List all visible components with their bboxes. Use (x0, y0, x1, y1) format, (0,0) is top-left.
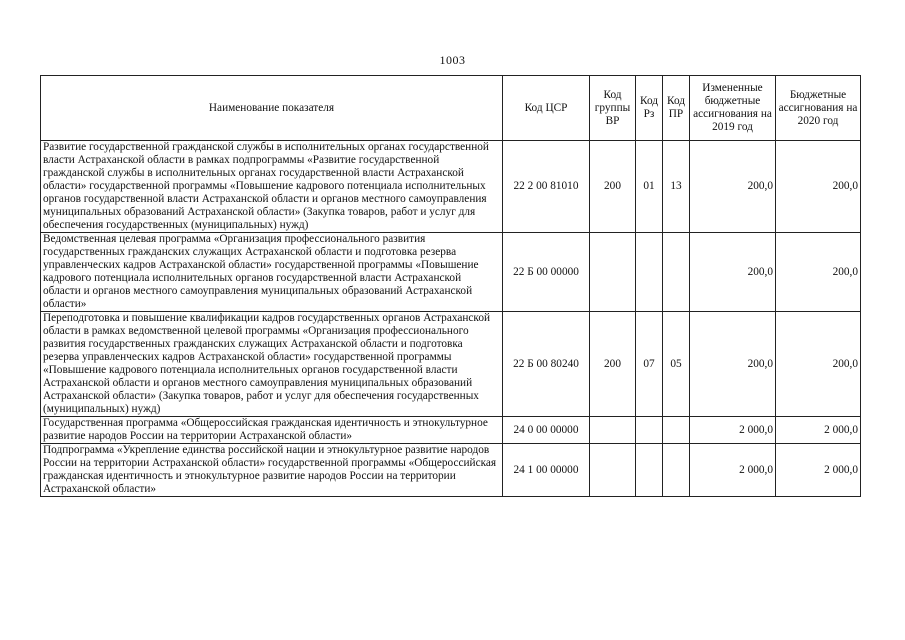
row-pr (663, 417, 690, 444)
row-csr: 24 1 00 00000 (503, 444, 590, 497)
header-pr: Код ПР (663, 76, 690, 141)
row-rz (636, 233, 663, 312)
table-header-row (41, 76, 861, 141)
row-vr (590, 417, 636, 444)
header-rz: Код Рз (636, 76, 663, 141)
row-vr: 200 (590, 141, 636, 233)
table-row (41, 141, 861, 233)
budget-table (40, 75, 861, 497)
table-row (41, 233, 861, 312)
row-name: Ведомственная целевая программа «Организация профессионального развития государственных гражданских служащих Астраханской области и подготовка резерва управленческих кадров Астраханской области» государственной программы «Повышение кадрового потенциала исполнительных органов государственной власти Астраханской области и органов местного самоуправления муниципальных образований Астраханской области» (41, 233, 503, 312)
table-row (41, 312, 861, 417)
header-2019: Измененные бюджетные ассигнования на 2019 год (690, 76, 776, 141)
row-pr: 13 (663, 141, 690, 233)
row-rz (636, 444, 663, 497)
row-name: Развитие государственной гражданской службы в исполнительных органах государственной власти Астраханской области в рамках подпрограммы «Развитие государственной гражданской службы в исполнительных органах государственной власти Астраханской области» государственной программы «Повышение кадрового потенциала исполнительных органов государственной власти Астраханской области и органов местного самоуправления муниципальных образований Астраханской области» (Закупка товаров, работ и услуг для обеспечения государственных (муниципальных) нужд) (41, 141, 503, 233)
table-row (41, 444, 861, 497)
row-name: Переподготовка и повышение квалификации кадров государственных органов Астраханской области в рамках ведомственной целевой программы «Организация профессионального развития государственных гражданских служащих Астраханской области и подготовка резерва управленческих кадров Астраханской области» государственной программы «Повышение кадрового потенциала исполнительных органов государственной власти Астраханской области и органов местного самоуправления муниципальных образований Астраханской области» (Закупка товаров, работ и услуг для обеспечения государственных (муниципальных) нужд) (41, 312, 503, 417)
row-2019: 200,0 (690, 141, 776, 233)
table-row (41, 417, 861, 444)
row-name: Подпрограмма «Укрепление единства российской нации и этнокультурное развитие народов России на территории Астраханской области» государственной программы «Общероссийская гражданская идентичность и этнокультурное развитие народов России на территории Астраханской области» (41, 444, 503, 497)
row-csr: 22 Б 00 80240 (503, 312, 590, 417)
row-vr (590, 444, 636, 497)
row-2020: 200,0 (776, 141, 861, 233)
row-pr: 05 (663, 312, 690, 417)
page-number: 1003 (439, 53, 466, 67)
row-2020: 2 000,0 (776, 444, 861, 497)
row-pr (663, 233, 690, 312)
row-2019: 2 000,0 (690, 417, 776, 444)
header-2020: Бюджетные ассигнования на 2020 год (776, 76, 861, 141)
row-rz: 07 (636, 312, 663, 417)
row-csr: 24 0 00 00000 (503, 417, 590, 444)
row-name: Государственная программа «Общероссийская гражданская идентичность и этнокультурное развитие народов России на территории Астраханской области» (41, 417, 503, 444)
row-2020: 2 000,0 (776, 417, 861, 444)
row-csr: 22 Б 00 00000 (503, 233, 590, 312)
header-vr: Код группы ВР (590, 76, 636, 141)
row-csr: 22 2 00 81010 (503, 141, 590, 233)
row-2020: 200,0 (776, 312, 861, 417)
row-2019: 200,0 (690, 312, 776, 417)
header-csr: Код ЦСР (503, 76, 590, 141)
row-2019: 200,0 (690, 233, 776, 312)
row-rz (636, 417, 663, 444)
row-rz: 01 (636, 141, 663, 233)
row-vr: 200 (590, 312, 636, 417)
row-2019: 2 000,0 (690, 444, 776, 497)
row-vr (590, 233, 636, 312)
header-name: Наименование показателя (41, 76, 503, 141)
row-pr (663, 444, 690, 497)
row-2020: 200,0 (776, 233, 861, 312)
